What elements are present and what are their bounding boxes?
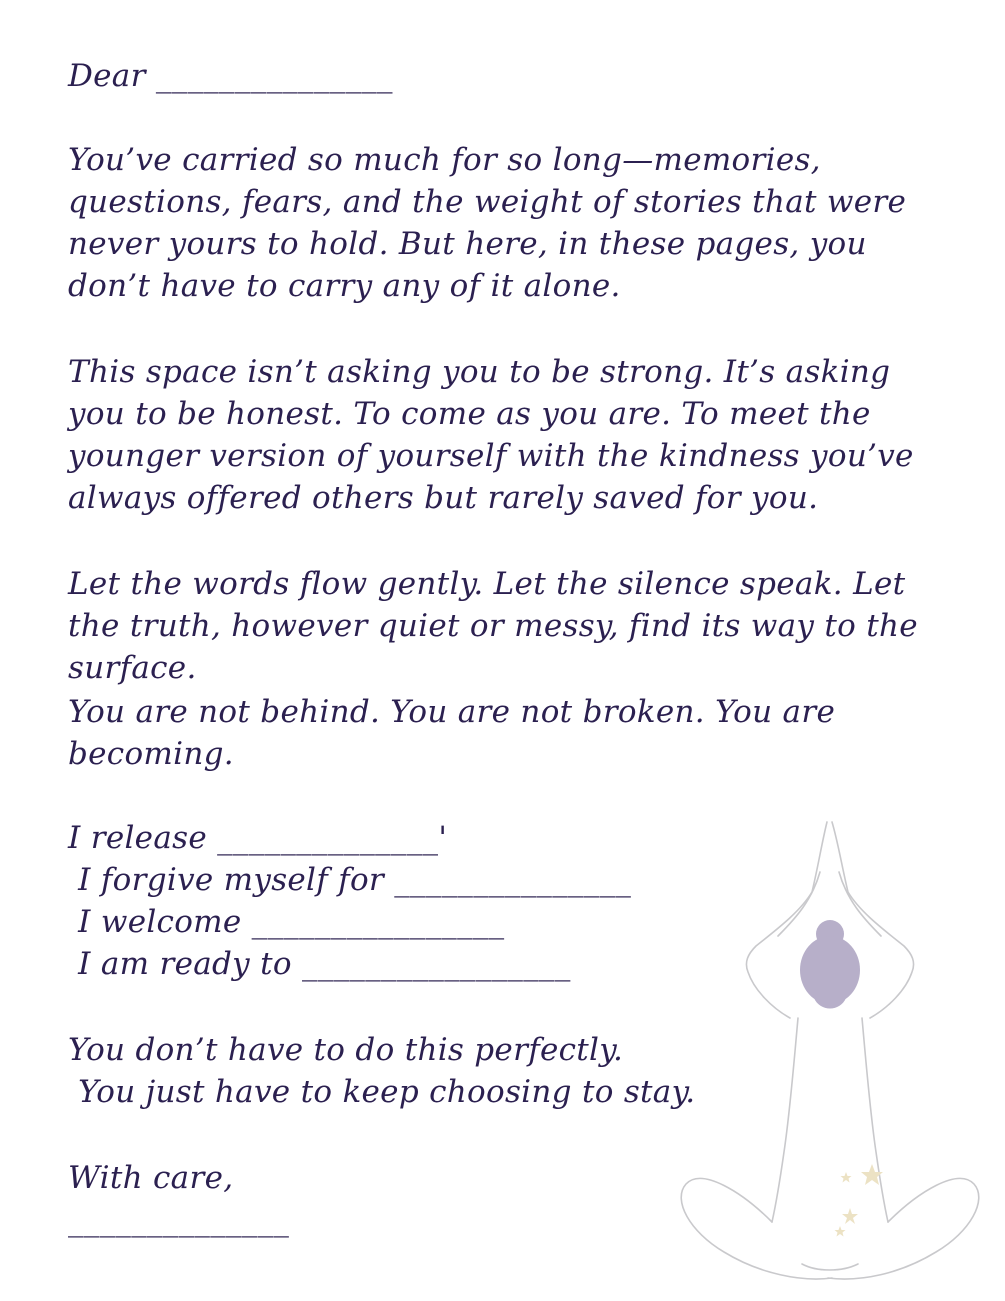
prompt-ready: I am ready to _________________ [68,946,571,982]
prompt-forgive: I forgive myself for _______________ [68,862,632,898]
paragraph-1-line-4: don’t have to carry any of it alone. [68,268,621,304]
paragraph-1-line-2: questions, fears, and the weight of stories that were [68,184,907,220]
star-icon [835,1164,884,1237]
paragraph-3-line-3: surface. [68,650,197,686]
prompt-release: I release ______________' [68,820,448,856]
paragraph-2-line-2: you to be honest. To come as you are. To meet the [68,396,871,432]
paragraph-3-line-4: You are not behind. You are not broken. You are [68,694,836,730]
closing-line-1: You don’t have to do this perfectly. [68,1032,624,1068]
paragraph-3-line-1: Let the words flow gently. Let the silence speak. Let [68,566,906,602]
paragraph-1-line-1: You’ve carried so much for so long—memories, [68,142,821,178]
paragraph-3-line-2: the truth, however quiet or messy, find its way to the [68,608,918,644]
signature-line: ______________ [68,1202,290,1238]
closing-line-2: You just have to keep choosing to stay. [68,1074,696,1110]
paragraph-2-line-1: This space isn’t asking you to be strong. It’s asking [68,354,891,390]
signoff: With care, [68,1160,234,1196]
meditating-woman-illustration [672,812,1002,1292]
paragraph-2-line-4: always offered others but rarely saved for you. [68,480,819,516]
paragraph-3-line-5: becoming. [68,736,234,772]
prompt-welcome: I welcome ________________ [68,904,505,940]
paragraph-2-line-3: younger version of yourself with the kindness you’ve [68,438,914,474]
crescent-moon-icon [798,1172,822,1220]
paragraph-1-line-3: never yours to hold. But here, in these pages, you [68,226,867,262]
greeting: Dear _______________ [68,58,393,94]
